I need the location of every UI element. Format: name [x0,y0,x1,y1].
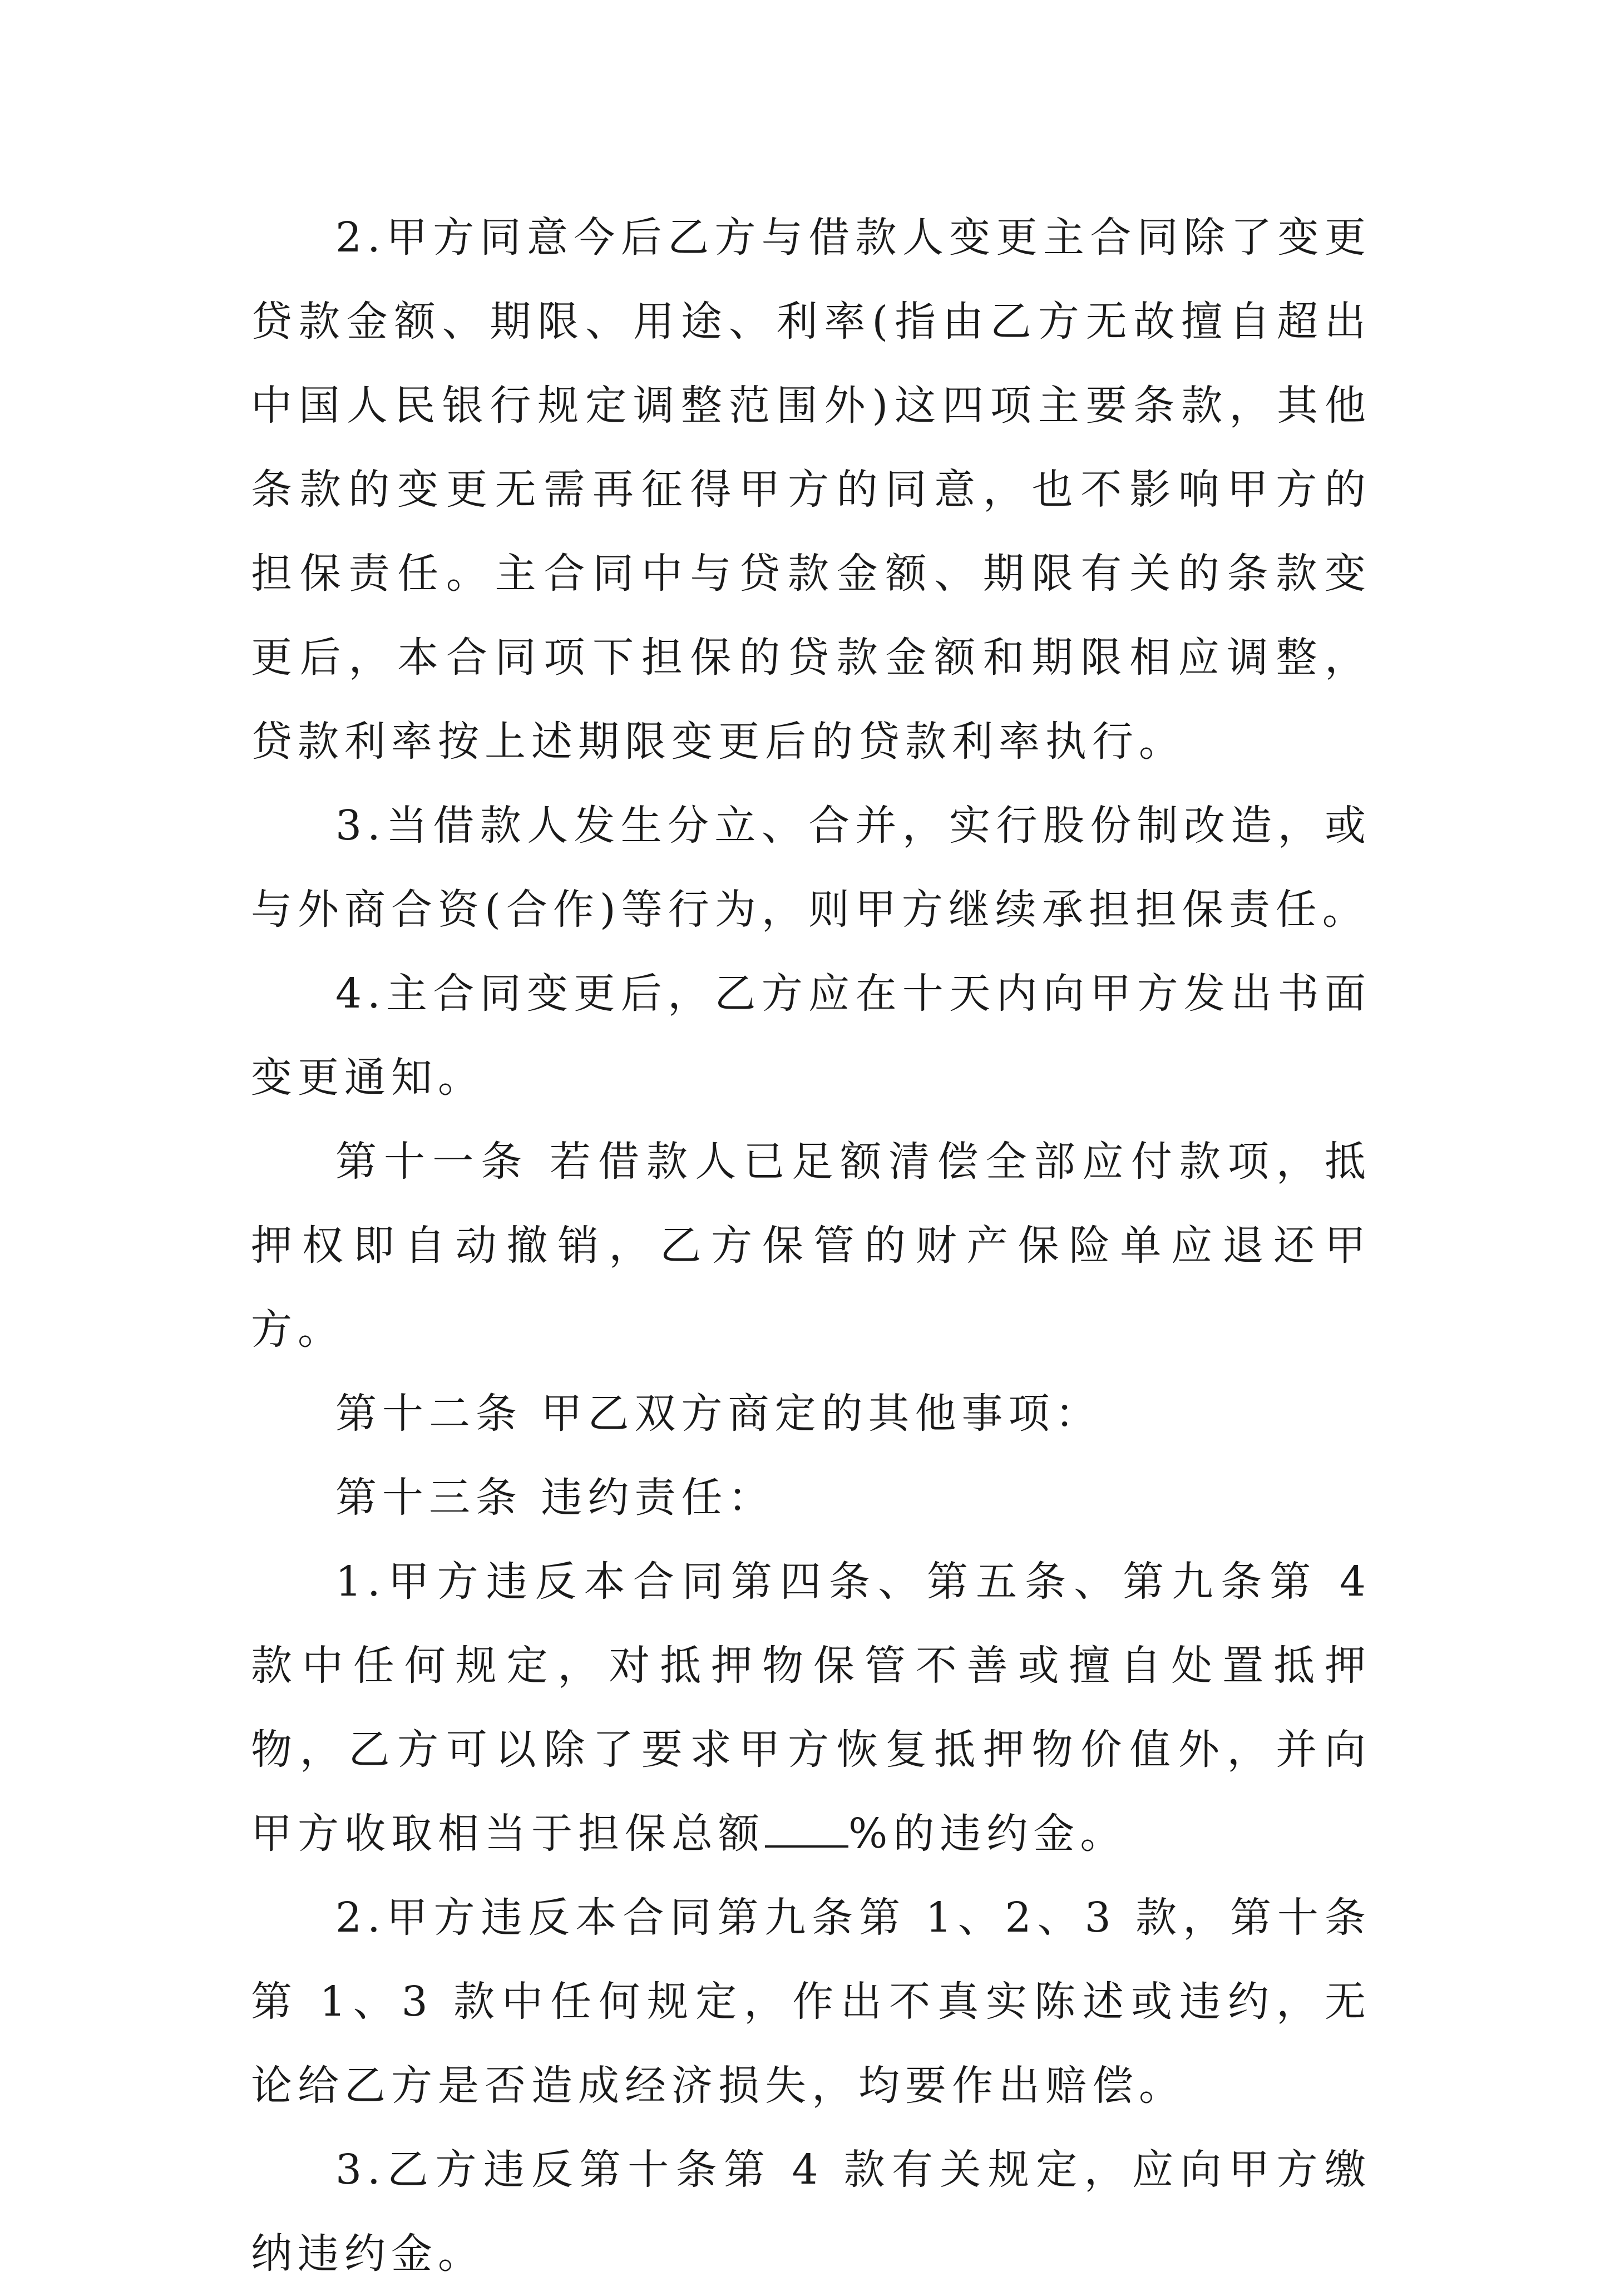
document-body [251,196,1371,2296]
clause-13-item-1 [251,1540,1371,1876]
clause-12: 第十二条 甲乙双方商定的其他事项： [335,1390,1102,1438]
clause-13-item-3: 3.乙方违反第十条第 4 款有关规定，应向甲方缴纳违约金。 [251,2146,1371,2278]
clause-11: 第十一条 若借款人已足额清偿全部应付款项，抵押权即自动撤销，乙方保管的财产保险单应退还甲方。 [251,1138,1371,1354]
clause-10-item-2: 2.甲方同意今后乙方与借款人变更主合同除了变更贷款金额、期限、用途、利率(指由乙方无故擅自超出中国人民银行规定调整范围外)这四项主要条款，其他条款的变更无需再征得甲方的同意，也不影响甲方的担保责任。主合同中与贷款金额、期限有关的条款变更后，本合同项下担保的贷款金额和期限相应调整，贷款利率按上述期限变更后的贷款利率执行。 [251,214,1371,766]
penalty-percent-blank [765,1812,848,1848]
clause-10-item-4: 4.主合同变更后，乙方应在十天内向甲方发出书面变更通知。 [251,970,1371,1102]
clause-13-heading: 第十三条 违约责任： [335,1474,775,1522]
clause-13-item-2: 2.甲方违反本合同第九条第 1、2、3 款，第十条第 1、3 款中任何规定，作出不真实陈述或违约，无论给乙方是否造成经济损失，均要作出赔偿。 [251,1894,1371,2110]
clause-13-item-1-text: 1.甲方违反本合同第四条、第五条、第九条第 4 款中任何规定，对抵押物保管不善或擅自处置抵押物，乙方可以除了要求甲方恢复抵押物价值外，并向甲方收取相当于担保总额 [251,1558,1371,1858]
clause-13-item-1-suffix: %的违约金。 [848,1810,1127,1858]
clause-10-item-3: 3.当借款人发生分立、合并，实行股份制改造，或与外商合资(合作)等行为，则甲方继续承担担保责任。 [251,802,1371,934]
